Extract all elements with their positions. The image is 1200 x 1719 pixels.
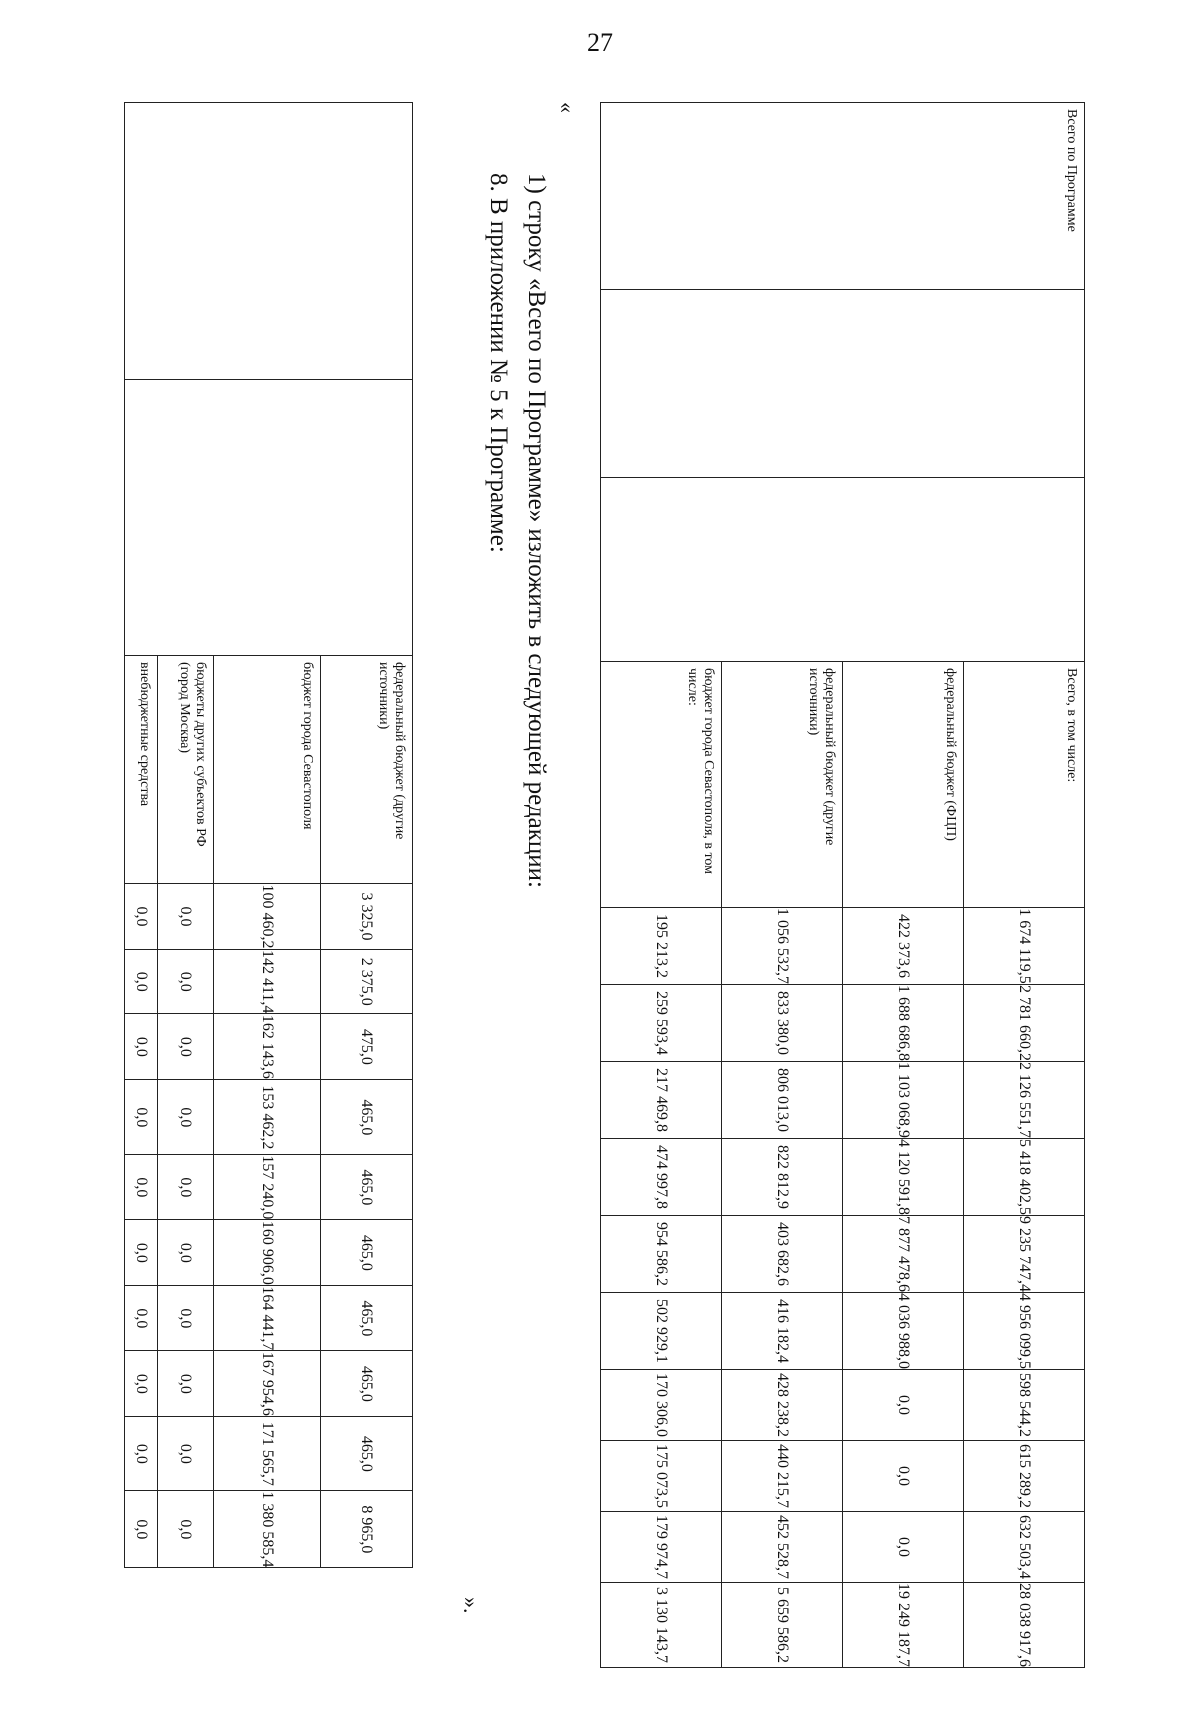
value-cell: 502 929,1 — [601, 1293, 722, 1370]
value-cell: 0,0 — [125, 1491, 158, 1568]
value-cell: 4 120 591,8 — [843, 1139, 964, 1216]
value-cell: 465,0 — [321, 1080, 413, 1155]
value-cell: 0,0 — [843, 1370, 964, 1441]
value-cell: 5 418 402,5 — [964, 1139, 1085, 1216]
value-cell: 9 235 747,4 — [964, 1216, 1085, 1293]
value-cell: 179 974,7 — [601, 1512, 722, 1583]
value-cell: 0,0 — [843, 1441, 964, 1512]
value-cell: 0,0 — [158, 1080, 214, 1155]
value-cell: 440 215,7 — [722, 1441, 843, 1512]
value-cell: 0,0 — [125, 1220, 158, 1286]
value-cell: 157 240,0 — [214, 1155, 321, 1220]
closing-quote: ». — [459, 1597, 484, 1614]
funding-table-continuation — [124, 102, 413, 1568]
value-cell: 0,0 — [158, 1155, 214, 1220]
value-cell: 0,0 — [158, 884, 214, 950]
source-label: федеральный бюджет (ФЦП) — [843, 662, 964, 908]
value-cell: 2 781 660,2 — [964, 985, 1085, 1062]
value-cell: 465,0 — [321, 1155, 413, 1220]
value-cell: 0,0 — [125, 1080, 158, 1155]
source-label: бюджет города Севастополя, в том числе: — [601, 662, 722, 908]
page-number: 27 — [587, 28, 613, 57]
value-cell: 0,0 — [125, 1286, 158, 1351]
value-cell: 7 877 478,6 — [843, 1216, 964, 1293]
value-cell: 475,0 — [321, 1014, 413, 1080]
opening-quote: « — [555, 102, 580, 113]
empty-cell — [125, 380, 413, 656]
value-cell: 615 289,2 — [964, 1441, 1085, 1512]
value-cell: 259 593,4 — [601, 985, 722, 1062]
source-label: Всего, в том числе: — [964, 662, 1085, 908]
instruction-heading: 8. В приложении № 5 к Программе: — [485, 173, 512, 553]
value-cell: 806 013,0 — [722, 1062, 843, 1139]
value-cell: 954 586,2 — [601, 1216, 722, 1293]
value-cell: 2 375,0 — [321, 950, 413, 1014]
value-cell: 0,0 — [158, 1014, 214, 1080]
value-cell: 170 306,0 — [601, 1370, 722, 1441]
value-cell: 428 238,2 — [722, 1370, 843, 1441]
value-cell: 162 143,6 — [214, 1014, 321, 1080]
source-label: федеральный бюджет (другие источники) — [321, 656, 413, 884]
value-cell: 19 249 187,7 — [843, 1583, 964, 1668]
value-cell: 0,0 — [843, 1512, 964, 1583]
table-row — [321, 103, 413, 1568]
value-cell: 1 688 686,8 — [843, 985, 964, 1062]
value-cell: 28 038 917,6 — [964, 1583, 1085, 1668]
value-cell: 0,0 — [158, 1417, 214, 1491]
value-cell: 1 674 119,5 — [964, 908, 1085, 985]
value-cell: 4 956 099,5 — [964, 1293, 1085, 1370]
value-cell: 8 965,0 — [321, 1491, 413, 1568]
value-cell: 142 411,4 — [214, 950, 321, 1014]
value-cell: 0,0 — [125, 1351, 158, 1417]
table-row — [964, 103, 1085, 1668]
value-cell: 217 469,8 — [601, 1062, 722, 1139]
value-cell: 422 373,6 — [843, 908, 964, 985]
value-cell: 153 462,2 — [214, 1080, 321, 1155]
value-cell: 0,0 — [158, 950, 214, 1014]
value-cell: 0,0 — [125, 884, 158, 950]
value-cell: 171 565,7 — [214, 1417, 321, 1491]
source-label: внебюджетные средства — [125, 656, 158, 884]
value-cell: 167 954,6 — [214, 1351, 321, 1417]
value-cell: 465,0 — [321, 1417, 413, 1491]
value-cell: 160 906,0 — [214, 1220, 321, 1286]
value-cell: 598 544,2 — [964, 1370, 1085, 1441]
empty-cell — [125, 103, 413, 380]
value-cell: 822 812,9 — [722, 1139, 843, 1216]
value-cell: 3 130 143,7 — [601, 1583, 722, 1668]
value-cell: 100 460,2 — [214, 884, 321, 950]
empty-cell — [601, 478, 1085, 662]
value-cell: 2 126 551,7 — [964, 1062, 1085, 1139]
value-cell: 0,0 — [158, 1220, 214, 1286]
value-cell: 1 380 585,4 — [214, 1491, 321, 1568]
value-cell: 1 103 068,9 — [843, 1062, 964, 1139]
value-cell: 0,0 — [158, 1286, 214, 1351]
program-total-table — [600, 102, 1085, 1668]
value-cell: 4 036 988,0 — [843, 1293, 964, 1370]
value-cell: 0,0 — [158, 1351, 214, 1417]
value-cell: 3 325,0 — [321, 884, 413, 950]
value-cell: 5 659 586,2 — [722, 1583, 843, 1668]
value-cell: 632 503,4 — [964, 1512, 1085, 1583]
value-cell: 465,0 — [321, 1351, 413, 1417]
value-cell: 403 682,6 — [722, 1216, 843, 1293]
value-cell: 465,0 — [321, 1286, 413, 1351]
value-cell: 416 182,4 — [722, 1293, 843, 1370]
value-cell: 195 213,2 — [601, 908, 722, 985]
program-total-label: Всего по Программе — [601, 103, 1085, 290]
empty-cell — [601, 290, 1085, 478]
value-cell: 833 380,0 — [722, 985, 843, 1062]
value-cell: 0,0 — [158, 1491, 214, 1568]
value-cell: 0,0 — [125, 1014, 158, 1080]
value-cell: 175 073,5 — [601, 1441, 722, 1512]
value-cell: 465,0 — [321, 1220, 413, 1286]
value-cell: 474 997,8 — [601, 1139, 722, 1216]
value-cell: 0,0 — [125, 1417, 158, 1491]
source-label: бюджеты других субъектов РФ (город Москва) — [158, 656, 214, 884]
value-cell: 452 528,7 — [722, 1512, 843, 1583]
source-label: федеральный бюджет (другие источники) — [722, 662, 843, 908]
instruction-text: 1) строку «Всего по Программе» изложить в следующей редакции: — [523, 173, 550, 888]
value-cell: 0,0 — [125, 1155, 158, 1220]
value-cell: 0,0 — [125, 950, 158, 1014]
source-label: бюджет города Севастополя — [214, 656, 321, 884]
value-cell: 1 056 532,7 — [722, 908, 843, 985]
value-cell: 164 441,7 — [214, 1286, 321, 1351]
